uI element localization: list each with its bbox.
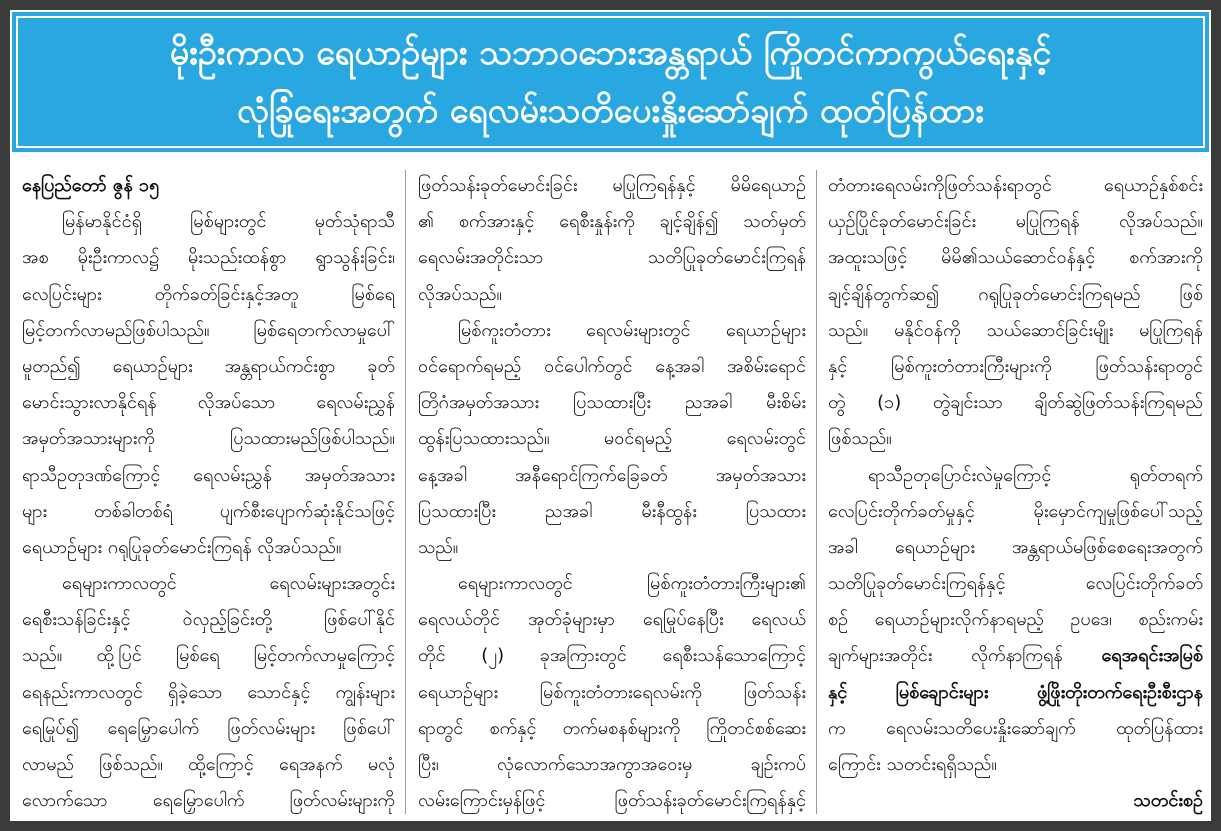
- column-divider: [405, 170, 406, 814]
- article-line: နေ့အခါ အနီရောင်ကြက်ခြေခတ် အမှတ်အသား: [418, 464, 806, 486]
- article-line: က ရေလမ်းသတိပေးနှိုးဆော်ချက် ထုတ်ပြန်ထား: [828, 717, 1203, 739]
- article-line: စဉ် ရေယာဉ်များလိုက်နာရမည့် ဥပဒေ၊ စည်းကမ်း: [828, 609, 1203, 631]
- column-divider: [816, 170, 817, 814]
- column-body: [828, 168, 1203, 783]
- article-line: ရေယာဉ်များ မြစ်ကူးတံတားရေလမ်းကို ဖြတ်သန်း: [418, 681, 806, 703]
- article-line: အထူးသဖြင့် မိမိ၏သယ်ဆောင်ဝန်နှင့် စက်အားကို: [828, 247, 1203, 269]
- article-line: ကြောင်း သတင်းရရှိသည်။: [828, 754, 997, 775]
- article-paragraph: [22, 566, 395, 816]
- article-line: ရေစီးသန်ခြင်းနှင့် ဝဲလှည့်ခြင်းတို့ ဖြစ်ပေါ်နိုင်: [22, 609, 395, 631]
- article-line: တြိဂံအမှတ်အသား ပြသထားပြီး ညအခါ မီးစိမ်း: [418, 392, 806, 414]
- headline-line-2: လုံခြုံရေးအတွက် ရေလမ်းသတိပေးနှိုးဆော်ချက် ထုတ်ပြန်ထား: [236, 91, 985, 131]
- article-line: ရေလမ်းအတိုင်းသာ သတိပြုခုတ်မောင်းကြရန်: [418, 247, 806, 269]
- article-line: ဖြတ်သန်းခုတ်မောင်းခြင်း မပြုကြရန်နှင့် မိမိရေယာဉ်: [418, 175, 806, 196]
- article-line: လောက်သော ရေမြှောပေါက် ဖြတ်လမ်းများကို: [22, 790, 395, 812]
- article-paragraph: [828, 168, 1203, 458]
- article-line: ရာသီဥတုဒဏ်ကြောင့် ရေလမ်းညွှန် အမှတ်အသား: [22, 464, 395, 486]
- article-line: လေပြင်းများ တိုက်ခတ်ခြင်းနှင့်အတူ မြစ်ရေ: [22, 283, 395, 305]
- article-line: လေပြင်းတိုက်ခတ်မှုနှင့် မိုးမှောင်ကျမှုဖြစ်ပေါ်သည့်: [828, 500, 1203, 522]
- article-line: တိုင် (၂) ခုအကြားတွင် ရေစီးသန်သောကြောင့်: [418, 645, 806, 667]
- article-line: တံတားရေလမ်းကိုဖြတ်သန်းရာတွင် ရေယာဉ်နှစ်စင်း: [828, 175, 1203, 196]
- article-paragraph: [418, 168, 806, 313]
- column-body: [22, 204, 395, 816]
- article-line: ရေများကာလတွင် မြစ်ကူးတံတားကြီးများ၏: [458, 573, 806, 595]
- article-line: ဝင်ရောက်ရမည့် ဝင်ပေါက်တွင် နေ့အခါ အစိမ်းရောင်: [418, 355, 806, 377]
- article-line: [828, 638, 1203, 674]
- article-column-2: [418, 168, 806, 816]
- column-body: [418, 168, 806, 816]
- article-line: မြင့်တက်လာမည်ဖြစ်ပါသည်။ မြစ်ရေတက်လာမှုပေါ်: [22, 319, 395, 341]
- article-line: ပြသထားပြီး ညအခါ မီးနီထွန်း ပြသထား: [418, 500, 806, 522]
- article-line: လိုအပ်သည်။: [418, 283, 502, 305]
- article-line: ရေများကာလတွင် ရေလမ်းများအတွင်း: [62, 573, 395, 595]
- headline-banner: [12, 12, 1209, 152]
- article-line: မြန်မာနိုင်ငံရှိ မြစ်များတွင် မုတ်သုံရာသီ: [62, 211, 395, 233]
- article-line: ယှဉ်ပြိုင်ခုတ်မောင်းခြင်း မပြုကြရန် လိုအပ်သည်။: [828, 211, 1203, 233]
- bold-text: နှင့် မြစ်ချောင်းများ ဖွံ့ဖြိုးတိုးတက်ရေးဦးစီးဌာန: [828, 681, 1203, 703]
- article-line: မူတည်၍ ရေယာဉ်များ အန္တရာယ်ကင်းစွာ ခုတ်: [22, 355, 395, 377]
- article-line: များ တစ်ခါတစ်ရံ ပျက်စီးပျောက်ဆုံးနိုင်သဖြင့်: [22, 500, 395, 522]
- article-line: ရေယာဉ်များ ဂရုပြုခုတ်မောင်းကြရန် လိုအပ်သည်။: [22, 536, 342, 558]
- byline: သတင်းစဉ်: [1133, 790, 1203, 812]
- article-line: ပြီး၊ လုံလောက်သောအကွာအဝေးမှ ချဉ်းကပ်: [418, 754, 806, 775]
- article-line: ရေမြုပ်၍ ရေမြှောပေါက် ဖြတ်လမ်းများ ဖြစ်ပေါ်: [22, 717, 395, 739]
- article-line: ဖြစ်သည်။: [828, 428, 892, 450]
- text-segment: ချက်များအတိုင်း လိုက်နာကြရန်: [828, 645, 1102, 667]
- article-line: သည်။: [418, 536, 459, 558]
- article-line: နှင့် မြစ်ကူးတံတားကြီးများကို ဖြတ်သန်းရာတွင်: [828, 355, 1203, 377]
- dateline: နေပြည်တော် ဇွန် ၁၅: [22, 175, 160, 196]
- article-line: သတိပြုခုတ်မောင်းကြရန်နှင့် လေပြင်းတိုက်ခတ်: [828, 573, 1203, 595]
- article-paragraph: [418, 313, 806, 566]
- article-line: မြစ်ကူးတံတား ရေလမ်းများတွင် ရေယာဉ်များ: [458, 319, 806, 341]
- article-line: လာမည် ဖြစ်သည်။ ထို့ကြောင့် ရေအနက် မလုံ: [22, 754, 395, 775]
- article-line: တွဲ (၁) တွဲချင်းသာ ချိတ်ဆွဲဖြတ်သန်းကြရမည်: [828, 392, 1203, 414]
- article-line: လမ်းကြောင်းမှန်ဖြင့် ဖြတ်သန်းခုတ်မောင်းကြရန်နှင့်: [418, 790, 806, 812]
- bold-text: ရေအရင်းအမြစ်: [1101, 645, 1203, 667]
- headline-line-1: မိုးဦးကာလ ရေယာဉ်များ သဘာဝဘေးအန္တရာယ် ကြိုတင်ကာကွယ်ရေးနှင့်: [169, 33, 1052, 73]
- article-line: ရာတွင် စက်နှင့် တက်မစနစ်များကို ကြိုတင်စစ်ဆေး: [418, 717, 806, 739]
- article-line: ရာသီဥတုပြောင်းလဲမှုကြောင့် ရုတ်တရက်: [868, 464, 1203, 486]
- article-column-1: [22, 168, 395, 816]
- article-line: သည်။ မနိုင်ဝန်ကို သယ်ဆောင်ခြင်းမျိုး မပြုကြရန်: [828, 319, 1203, 341]
- article-line: ရေလယ်တိုင် အုတ်ခုံများမှာ ရေမြုပ်နေပြီး ရေလယ်: [418, 609, 806, 631]
- article-line: အစ မိုးဦးကာလ၌ မိုးသည်းထန်စွာ ရွာသွန်းခြင်း၊: [22, 247, 395, 269]
- article-line: သည်။ ထို့ပြင် မြစ်ရေ မြင့်တက်လာမှုကြောင့်: [22, 645, 395, 667]
- news-clipping: [10, 10, 1211, 821]
- article-line: အခါ ရေယာဉ်များ အန္တရာယ်မဖြစ်စေရေးအတွက်: [828, 536, 1203, 558]
- article-column-3: [828, 168, 1203, 816]
- article-line: မောင်းသွားလာနိုင်ရန် လိုအပ်သော ရေလမ်းညွှန်: [22, 392, 395, 414]
- article-line: ထွန်းပြသထားသည်။ မဝင်ရမည့် ရေလမ်းတွင်: [418, 428, 806, 450]
- article-line: ၏ စက်အားနှင့် ရေစီးနှုန်းကို ချင့်ချိန်၍ သတ်မှတ်: [418, 211, 806, 233]
- article-line: [828, 675, 1203, 711]
- article-paragraph: [22, 204, 395, 566]
- article-paragraph: [828, 458, 1203, 784]
- article-line: အမှတ်အသားများကို ပြသထားမည်ဖြစ်ပါသည်။: [22, 428, 395, 450]
- article-line: ရေနည်းကာလတွင် ရှိခဲ့သော သောင်နှင့် ကျွန်းများ: [22, 681, 395, 703]
- article-paragraph: [418, 566, 806, 816]
- article-line: ချင့်ချိန်တွက်ဆ၍ ဂရုပြုခုတ်မောင်းကြရမည် ဖြစ်: [828, 283, 1203, 305]
